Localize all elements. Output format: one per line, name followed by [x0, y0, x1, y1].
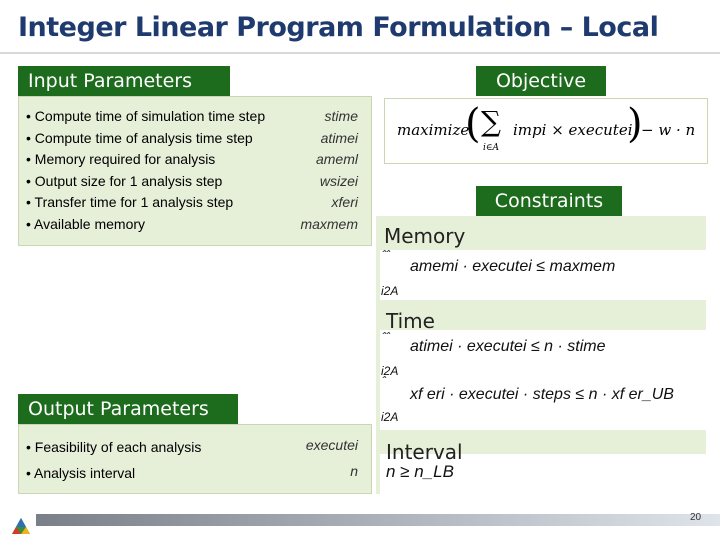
variable: ameml	[315, 151, 358, 167]
output-variables	[260, 432, 358, 484]
variable: maxmem	[300, 215, 358, 232]
list-item: • Feasibility of each analysis	[26, 439, 202, 455]
objective-tail: − w · n	[641, 121, 696, 139]
time-expression: atimei · executei ≤ n · stime	[410, 338, 606, 355]
transfer-subscript: i2A	[381, 410, 399, 424]
interval-heading: Interval	[386, 440, 463, 464]
variable: atimei	[320, 129, 358, 146]
footer-bar	[36, 514, 720, 526]
output-list	[26, 434, 201, 486]
list-item: • Compute time of simulation time step	[26, 108, 266, 124]
transfer-sum-symbol: ˆ	[382, 374, 386, 388]
list-item: • Transfer time for 1 analysis step	[26, 194, 234, 210]
memory-expression: amemi · executei ≤ maxmem	[410, 258, 616, 275]
variable: executei	[305, 437, 358, 453]
list-item: • Compute time of analysis time step	[26, 129, 253, 146]
list-item: • Analysis interval	[26, 465, 136, 481]
sum-subscript: i∈A	[483, 143, 500, 153]
list-item: • Output size for 1 analysis step	[26, 172, 223, 189]
input-list	[26, 106, 265, 235]
variable: stime	[324, 108, 358, 124]
slide-title: Integer Linear Program Formulation – Local	[18, 12, 659, 43]
title-divider	[0, 52, 720, 54]
memory-subscript: i2A	[381, 284, 399, 298]
maximize-keyword: maximize	[397, 121, 470, 139]
list-item: • Memory required for analysis	[26, 151, 216, 167]
time-subscript: i2A	[381, 364, 399, 378]
transfer-expression: xf eri · executei · steps ≤ n · xf er_UB	[410, 386, 674, 403]
input-parameters-label: Input Parameters	[18, 66, 230, 96]
right-paren: )	[627, 101, 643, 147]
logo-icon	[10, 516, 32, 536]
variable: xferi	[331, 194, 358, 210]
objective-label: Objective	[476, 66, 606, 96]
variable: n	[350, 463, 358, 479]
time-heading: Time	[386, 309, 435, 333]
list-item: • Available memory	[26, 215, 146, 232]
sum-symbol: ∑	[481, 105, 501, 138]
memory-sum-symbol: ˆˆ	[382, 248, 390, 262]
left-paren: (	[465, 101, 481, 147]
output-parameters-label: Output Parameters	[18, 394, 238, 424]
memory-heading: Memory	[384, 224, 466, 248]
page-number: 20	[690, 512, 702, 523]
objective-formula-box	[384, 98, 708, 164]
input-variables	[260, 106, 358, 235]
constraints-label: Constraints	[476, 186, 622, 216]
time-sum-symbol: ˆˆ	[382, 330, 390, 344]
variable: wsizei	[319, 172, 358, 189]
interval-expression: n ≥ n_LB	[386, 462, 454, 481]
objective-term: impi × executei	[513, 121, 633, 139]
